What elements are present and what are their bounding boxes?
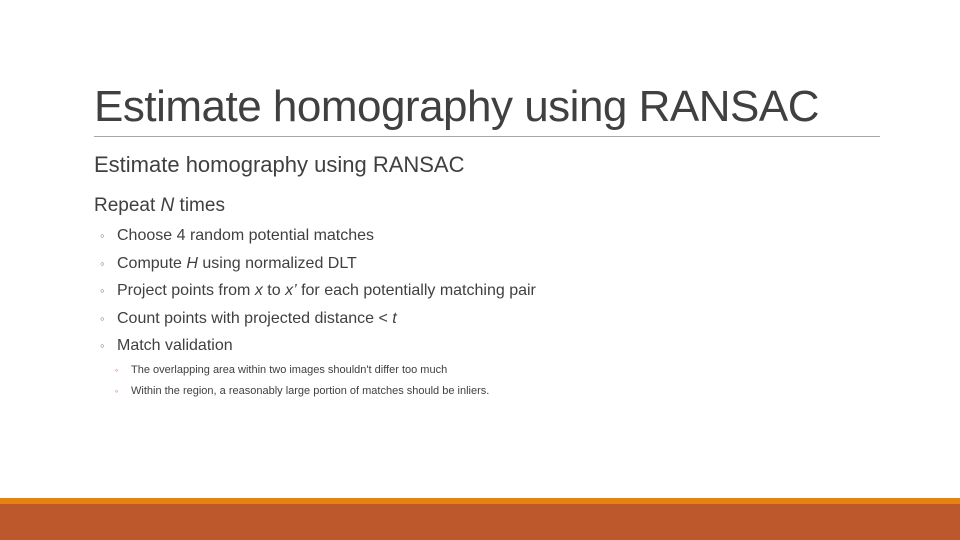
list-item <box>115 381 489 402</box>
step-text-italic: H <box>186 254 198 272</box>
hollow-circle-bullet-icon: ◦ <box>115 386 119 396</box>
list-item <box>100 222 536 250</box>
step-text-before: Project points from <box>117 282 255 299</box>
list-item <box>100 332 536 360</box>
hollow-circle-bullet-icon: ◦ <box>100 228 105 243</box>
list-item <box>115 360 489 381</box>
hollow-circle-bullet-icon: ◦ <box>100 310 105 326</box>
list-item <box>100 250 536 278</box>
step-text-before: Match validation <box>117 337 233 354</box>
list-item <box>100 305 536 333</box>
intro-text-before: Repeat <box>94 195 161 216</box>
intro-text-after: times <box>174 195 225 216</box>
intro-text-italic: N <box>160 195 175 216</box>
step-text-after: for each potentially matching pair <box>296 282 536 299</box>
step-text-italic: t <box>392 309 397 327</box>
step-text-italic: x <box>254 282 263 299</box>
note-text: The overlapping area within two images shouldn't differ too much <box>131 364 448 376</box>
slide-subtitle: Estimate homography using RANSAC <box>94 152 465 177</box>
hollow-circle-bullet-icon: ◦ <box>100 283 105 298</box>
step-text-before: Compute <box>117 254 187 272</box>
validation-notes-list <box>115 360 489 402</box>
step-text-middle: to <box>262 282 286 299</box>
hollow-circle-bullet-icon: ◦ <box>100 255 105 271</box>
steps-list <box>100 222 536 360</box>
hollow-circle-bullet-icon: ◦ <box>100 338 105 353</box>
step-text-middle: using normalized DLT <box>197 254 357 272</box>
step-text-before: Count points with projected distance < <box>117 309 393 327</box>
title-divider <box>94 136 880 137</box>
step-text-before: Choose 4 random potential matches <box>117 227 375 244</box>
intro-line <box>94 193 225 219</box>
list-item <box>100 277 536 305</box>
note-text: Within the region, a reasonably large portion of matches should be inliers. <box>131 385 490 397</box>
hollow-circle-bullet-icon: ◦ <box>115 365 119 375</box>
footer-accent-bar-rust <box>0 504 960 540</box>
step-text-italic-2: x’ <box>285 282 297 299</box>
slide-title: Estimate homography using RANSAC <box>94 82 819 131</box>
